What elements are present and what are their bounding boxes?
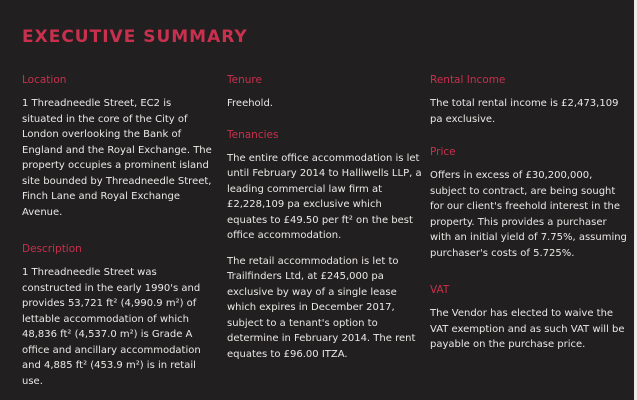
- column-middle: [227, 73, 423, 362]
- tenancies-office-text: The entire office accommodation is let until February 2014 to Halliwells LLP, a leading commercial law firm at £2,228,109 pa exclusive which equates to £49.50 per ft² on the best office accommodation.: [227, 152, 422, 241]
- tenancies-retail-text: The retail accommodation is let to Trailfinders Ltd, at £245,000 pa exclusive by way of a single lease which expires in December 2017, subject to a tenant's option to determine in February 2014. The rent equates to £96.00 ITZA.: [227, 255, 416, 360]
- vat-heading: VAT: [430, 284, 450, 296]
- location-heading: Location: [22, 74, 67, 86]
- rental-income-text: The total rental income is £2,473,109 pa exclusive.: [430, 98, 619, 125]
- price-heading: Price: [430, 146, 456, 158]
- column-right: [430, 73, 630, 353]
- price-text: Offers in excess of £30,200,000, subject to contract, are being sought for our client's freehold interest in the property. This provides a purchaser with an initial yield of 7.75%, assuming purchaser's costs of 5.725%.: [430, 170, 627, 259]
- vat-text: The Vendor has elected to waive the VAT exemption and as such VAT will be payable on the purchase price.: [430, 308, 625, 350]
- description-text: 1 Threadneedle Street was constructed in the early 1990's and provides 53,721 ft² (4,990.9 m²) of lettable accommodation of which 48,836 ft² (4,537.0 m²) is Grade A office and ancillary accommodation and 4,885 ft² (453.9 m²) is in retail use.: [22, 267, 201, 387]
- location-text: 1 Threadneedle Street, EC2 is situated in the core of the City of London overlooking the Bank of England and the Royal Exchange. The property occupies a prominent island site bounded by Threadneedle Street, Finch Lane and Royal Exchange Avenue.: [22, 98, 212, 218]
- description-heading: Description: [22, 243, 82, 255]
- tenure-text: Freehold.: [227, 98, 273, 109]
- tenure-heading: Tenure: [227, 74, 262, 86]
- page-title: EXECUTIVE SUMMARY: [22, 27, 248, 47]
- column-left: [22, 73, 214, 389]
- tenancies-heading: Tenancies: [227, 128, 279, 141]
- rental-income-heading: Rental Income: [430, 74, 506, 86]
